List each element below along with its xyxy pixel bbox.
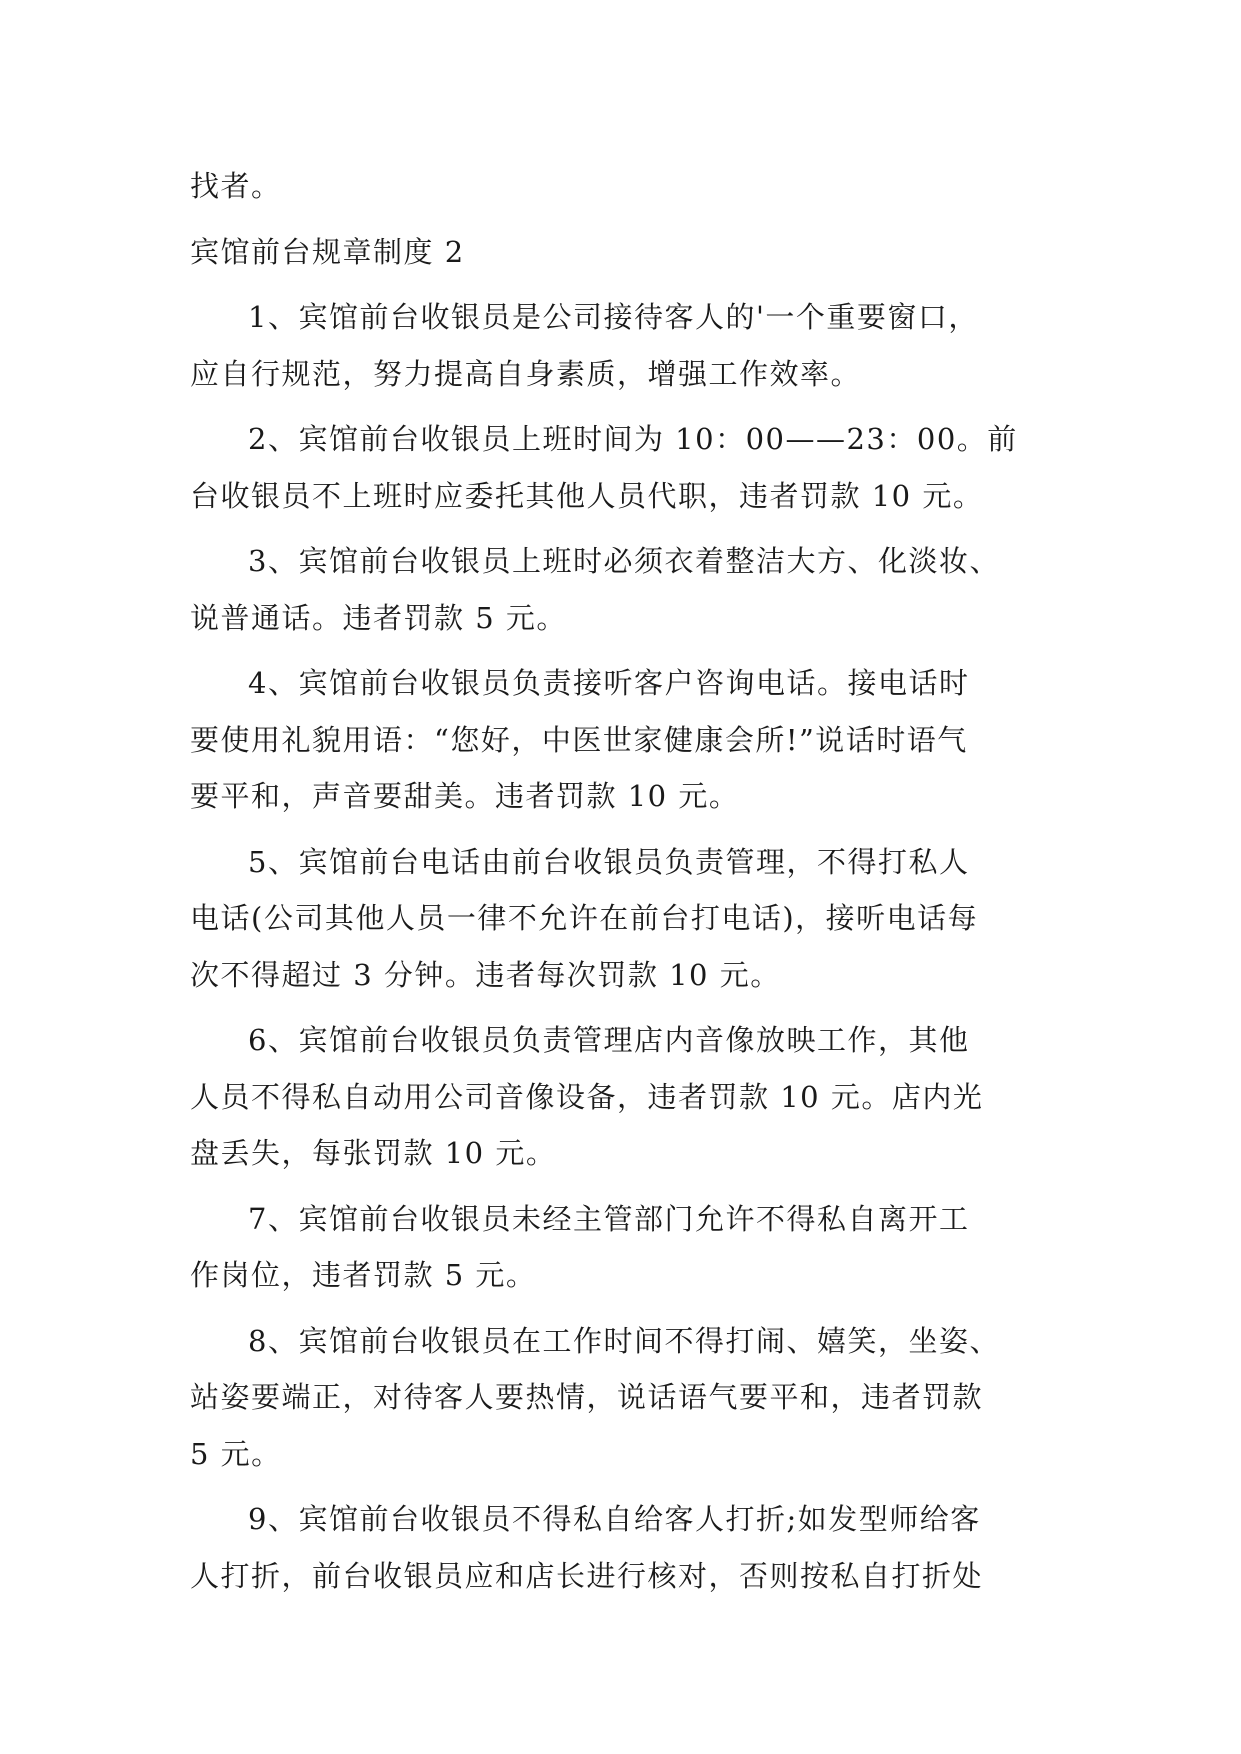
paragraph-line: 人员不得私自动用公司音像设备，违者罚款 10 元。店内光 xyxy=(190,1079,984,1114)
paragraph-line: 3、宾馆前台收银员上班时必须衣着整洁大方、化淡妆、 xyxy=(248,544,1000,578)
paragraph-line: 说普通话。违者罚款 5 元。 xyxy=(190,600,567,635)
paragraph-line: 作岗位，违者罚款 5 元。 xyxy=(190,1258,537,1292)
text-line: 找者。 xyxy=(190,169,282,203)
paragraph-line: 站姿要端正，对待客人要热情，说话语气要平和，违者罚款 xyxy=(190,1380,984,1414)
paragraph-line: 次不得超过 3 分钟。违者每次罚款 10 元。 xyxy=(190,957,781,992)
paragraph-line: 1、宾馆前台收银员是公司接待客人的'一个重要窗口， xyxy=(248,300,979,334)
paragraph-line: 2、宾馆前台收银员上班时间为 10：00——23：00。前 xyxy=(248,422,1018,456)
paragraph-line: 台收银员不上班时应委托其他人员代职，违者罚款 10 元。 xyxy=(190,478,984,513)
paragraph-line: 9、宾馆前台收银员不得私自给客人打折;如发型师给客 xyxy=(248,1502,981,1536)
paragraph-line: 4、宾馆前台收银员负责接听客户咨询电话。接电话时 xyxy=(248,666,970,700)
paragraph-line: 应自行规范，努力提高自身素质，增强工作效率。 xyxy=(190,356,862,391)
paragraph-line: 电话(公司其他人员一律不允许在前台打电话)，接听电话每 xyxy=(190,901,979,935)
paragraph-line: 要使用礼貌用语：“您好，中医世家健康会所!”说话时语气 xyxy=(190,722,968,757)
paragraph-line: 8、宾馆前台收银员在工作时间不得打闹、嬉笑，坐姿、 xyxy=(248,1323,1000,1358)
paragraph-line: 人打折，前台收银员应和店长进行核对，否则按私自打折处 xyxy=(190,1558,984,1593)
paragraph-line: 6、宾馆前台收银员负责管理店内音像放映工作，其他 xyxy=(248,1023,970,1057)
paragraph-line: 要平和，声音要甜美。违者罚款 10 元。 xyxy=(190,779,740,813)
section-heading: 宾馆前台规章制度 2 xyxy=(190,234,465,269)
paragraph-line: 5 元。 xyxy=(190,1436,282,1471)
paragraph-line: 7、宾馆前台收银员未经主管部门允许不得私自离开工 xyxy=(248,1201,970,1236)
paragraph-line: 5、宾馆前台电话由前台收银员负责管理，不得打私人 xyxy=(248,844,970,879)
document-body xyxy=(190,158,1048,1604)
paragraph-line: 盘丢失，每张罚款 10 元。 xyxy=(190,1136,557,1170)
